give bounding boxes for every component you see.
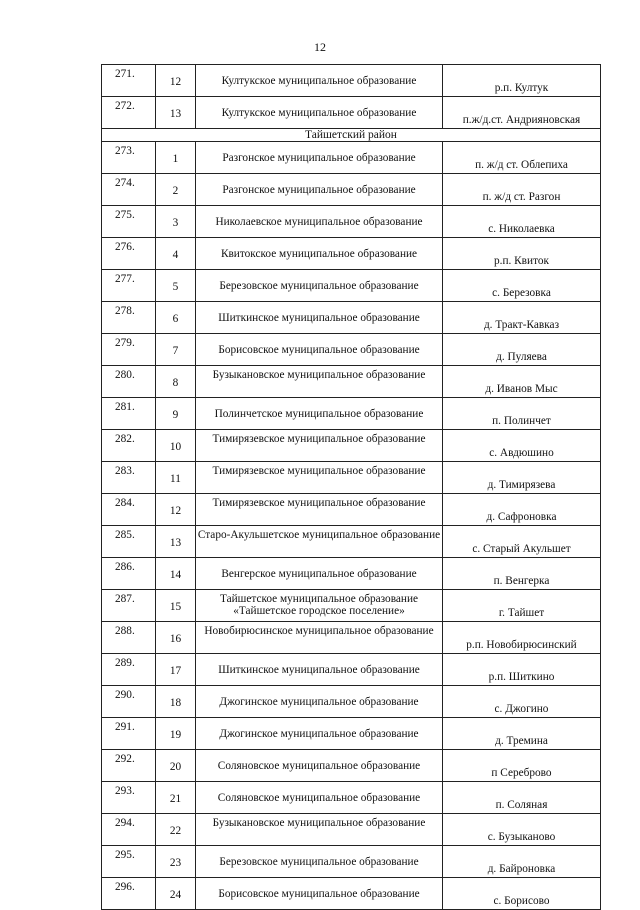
settlement-name: р.п. Квиток <box>443 238 601 270</box>
row-index: 1 <box>156 142 196 174</box>
row-index: 18 <box>156 686 196 718</box>
table-row <box>102 846 601 878</box>
row-number: 273. <box>102 142 156 174</box>
row-index: 19 <box>156 718 196 750</box>
settlement-name: г. Тайшет <box>443 590 601 622</box>
region-header-row <box>102 129 601 142</box>
settlement-name: с. Борисово <box>443 878 601 910</box>
row-number: 296. <box>102 878 156 910</box>
row-number: 291. <box>102 718 156 750</box>
municipality-name: Бузыкановское муниципальное образование <box>196 814 443 846</box>
row-index: 17 <box>156 654 196 686</box>
settlement-name: п. Соляная <box>443 782 601 814</box>
row-index: 6 <box>156 302 196 334</box>
row-index: 16 <box>156 622 196 654</box>
table-row <box>102 526 601 558</box>
row-index: 13 <box>156 526 196 558</box>
row-index: 2 <box>156 174 196 206</box>
municipality-name: Борисовское муниципальное образование <box>196 334 443 366</box>
row-number: 275. <box>102 206 156 238</box>
region-header: Тайшетский район <box>102 129 601 142</box>
municipality-name: Соляновское муниципальное образование <box>196 782 443 814</box>
row-index: 14 <box>156 558 196 590</box>
municipality-name: Березовское муниципальное образование <box>196 846 443 878</box>
row-number: 272. <box>102 97 156 129</box>
row-index: 15 <box>156 590 196 622</box>
table-row <box>102 782 601 814</box>
row-number: 277. <box>102 270 156 302</box>
row-index: 5 <box>156 270 196 302</box>
municipality-name: Разгонское муниципальное образование <box>196 142 443 174</box>
table-row <box>102 142 601 174</box>
row-number: 292. <box>102 750 156 782</box>
row-index: 4 <box>156 238 196 270</box>
table-row <box>102 174 601 206</box>
municipality-name: Култукское муниципальное образование <box>196 65 443 97</box>
row-index: 21 <box>156 782 196 814</box>
table-row <box>102 302 601 334</box>
settlement-name: с. Старый Акульшет <box>443 526 601 558</box>
settlement-name: с. Авдюшино <box>443 430 601 462</box>
municipality-name: Култукское муниципальное образование <box>196 97 443 129</box>
municipality-name: Тимирязевское муниципальное образование <box>196 462 443 494</box>
row-number: 290. <box>102 686 156 718</box>
table-row <box>102 558 601 590</box>
settlement-name: п.ж/д.ст. Андрияновская <box>443 97 601 129</box>
settlement-name: д. Пуляева <box>443 334 601 366</box>
municipality-name: Николаевское муниципальное образование <box>196 206 443 238</box>
row-number: 287. <box>102 590 156 622</box>
row-index: 13 <box>156 97 196 129</box>
row-index: 12 <box>156 65 196 97</box>
row-number: 278. <box>102 302 156 334</box>
municipality-name: Полинчетское муниципальное образование <box>196 398 443 430</box>
row-number: 271. <box>102 65 156 97</box>
table-row <box>102 206 601 238</box>
municipality-name: Тимирязевское муниципальное образование <box>196 430 443 462</box>
table-row <box>102 814 601 846</box>
settlement-name: с. Николаевка <box>443 206 601 238</box>
table-row <box>102 398 601 430</box>
municipality-name: Новобирюсинское муниципальное образование <box>196 622 443 654</box>
municipality-name: Квитокское муниципальное образование <box>196 238 443 270</box>
row-index: 11 <box>156 462 196 494</box>
table-row <box>102 97 601 129</box>
row-index: 22 <box>156 814 196 846</box>
settlement-name: с. Бузыканово <box>443 814 601 846</box>
municipality-name: Соляновское муниципальное образование <box>196 750 443 782</box>
settlement-name: р.п. Новобирюсинский <box>443 622 601 654</box>
municipal-table <box>101 64 601 910</box>
row-number: 274. <box>102 174 156 206</box>
page-number: 12 <box>314 40 326 54</box>
row-number: 288. <box>102 622 156 654</box>
row-number: 282. <box>102 430 156 462</box>
table-row <box>102 686 601 718</box>
row-number: 276. <box>102 238 156 270</box>
table-row <box>102 718 601 750</box>
row-index: 9 <box>156 398 196 430</box>
settlement-name: с. Березовка <box>443 270 601 302</box>
settlement-name: с. Джогино <box>443 686 601 718</box>
settlement-name: п. ж/д ст. Облепиха <box>443 142 601 174</box>
municipality-name: Березовское муниципальное образование <box>196 270 443 302</box>
settlement-name: д. Тимирязева <box>443 462 601 494</box>
row-number: 295. <box>102 846 156 878</box>
table-row <box>102 430 601 462</box>
settlement-name: р.п. Шиткино <box>443 654 601 686</box>
table-row <box>102 654 601 686</box>
row-number: 286. <box>102 558 156 590</box>
table-row <box>102 462 601 494</box>
row-index: 23 <box>156 846 196 878</box>
municipality-name: Шиткинское муниципальное образование <box>196 302 443 334</box>
municipality-name: Тимирязевское муниципальное образование <box>196 494 443 526</box>
settlement-name: д. Тракт-Кавказ <box>443 302 601 334</box>
row-index: 24 <box>156 878 196 910</box>
table-row <box>102 750 601 782</box>
municipality-name: Джогинское муниципальное образование <box>196 686 443 718</box>
table-row <box>102 622 601 654</box>
settlement-name: д. Байроновка <box>443 846 601 878</box>
settlement-name: д. Тремина <box>443 718 601 750</box>
row-index: 3 <box>156 206 196 238</box>
table-row <box>102 238 601 270</box>
row-number: 293. <box>102 782 156 814</box>
municipality-name: Старо-Акульшетское муниципальное образование <box>196 526 443 558</box>
row-number: 283. <box>102 462 156 494</box>
municipality-name: Тайшетское муниципальное образование «Тайшетское городское поселение» <box>196 590 443 622</box>
row-number: 280. <box>102 366 156 398</box>
municipality-name: Борисовское муниципальное образование <box>196 878 443 910</box>
table-row <box>102 334 601 366</box>
municipality-name: Венгерское муниципальное образование <box>196 558 443 590</box>
table-row <box>102 65 601 97</box>
table-row <box>102 590 601 622</box>
row-number: 294. <box>102 814 156 846</box>
row-index: 12 <box>156 494 196 526</box>
settlement-name: р.п. Култук <box>443 65 601 97</box>
row-index: 20 <box>156 750 196 782</box>
settlement-name: д. Иванов Мыс <box>443 366 601 398</box>
row-number: 285. <box>102 526 156 558</box>
table-row <box>102 270 601 302</box>
row-index: 8 <box>156 366 196 398</box>
settlement-name: п. Венгерка <box>443 558 601 590</box>
row-number: 284. <box>102 494 156 526</box>
row-number: 279. <box>102 334 156 366</box>
settlement-name: п. ж/д ст. Разгон <box>443 174 601 206</box>
municipality-name: Бузыкановское муниципальное образование <box>196 366 443 398</box>
settlement-name: п. Полинчет <box>443 398 601 430</box>
row-number: 281. <box>102 398 156 430</box>
municipality-name: Разгонское муниципальное образование <box>196 174 443 206</box>
row-number: 289. <box>102 654 156 686</box>
municipality-name: Джогинское муниципальное образование <box>196 718 443 750</box>
table-body <box>102 65 601 910</box>
table-row <box>102 494 601 526</box>
row-index: 10 <box>156 430 196 462</box>
row-index: 7 <box>156 334 196 366</box>
settlement-name: п Сереброво <box>443 750 601 782</box>
settlement-name: д. Сафроновка <box>443 494 601 526</box>
table-row <box>102 366 601 398</box>
municipality-name: Шиткинское муниципальное образование <box>196 654 443 686</box>
